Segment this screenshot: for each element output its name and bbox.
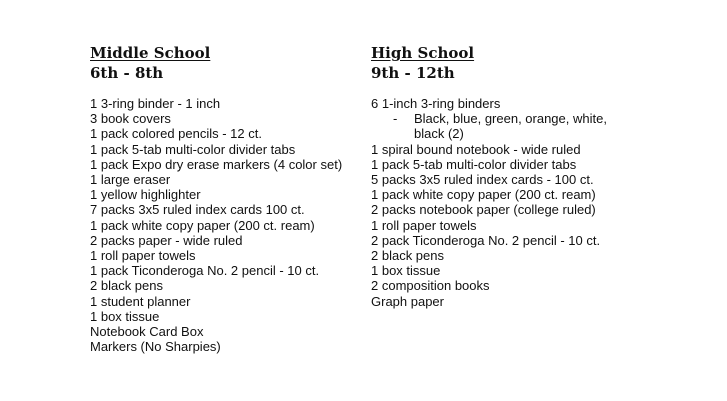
list-item: 2 packs paper - wide ruled [90, 232, 243, 248]
list-item: 1 pack 5-tab multi-color divider tabs [371, 156, 577, 172]
list-item: 2 black pens [371, 248, 444, 264]
list-item: 1 pack white copy paper (200 ct. ream) [90, 217, 315, 233]
list-item: 3 book covers [90, 111, 171, 127]
list-item: 1 yellow highlighter [90, 187, 201, 203]
list-item: 6 1-inch 3-ring binders [371, 96, 501, 111]
sub-item-bullet: - [393, 111, 398, 127]
list-item: 1 pack 5-tab multi-color divider tabs [90, 141, 296, 157]
list-item: 1 box tissue [371, 263, 441, 279]
list-item: Notebook Card Box [90, 324, 204, 340]
list-item: 5 packs 3x5 ruled index cards - 100 ct. [371, 172, 594, 188]
list-item: 2 composition books [371, 278, 490, 294]
list-item: 1 pack colored pencils - 12 ct. [90, 126, 262, 142]
list-item: 1 spiral bound notebook - wide ruled [371, 141, 581, 157]
middle-school-title: Middle School [90, 44, 211, 62]
middle-school-column [90, 43, 360, 354]
list-item: 2 pack Ticonderoga No. 2 pencil - 10 ct. [371, 232, 601, 248]
list-item: Graph paper [371, 293, 444, 309]
middle-school-supply-list [90, 96, 360, 354]
list-item: Markers (No Sharpies) [90, 339, 221, 355]
list-item: 2 black pens [90, 278, 163, 294]
high-school-grades: 9th - 12th [371, 64, 455, 82]
high-school-column [371, 43, 671, 309]
list-item: 1 student planner [90, 293, 191, 309]
binder-colors-sub-item [371, 111, 671, 141]
list-item: 1 pack white copy paper (200 ct. ream) [371, 187, 596, 203]
list-item: 2 packs notebook paper (college ruled) [371, 202, 596, 218]
high-school-supply-list [371, 96, 671, 309]
list-item: 7 packs 3x5 ruled index cards 100 ct. [90, 202, 305, 218]
list-item: 1 roll paper towels [371, 217, 477, 233]
high-school-title: High School [371, 44, 475, 62]
list-item: 1 pack Expo dry erase markers (4 color set) [90, 156, 343, 172]
list-item: 1 large eraser [90, 172, 171, 188]
list-item: 1 box tissue [90, 308, 160, 324]
list-item: 1 3-ring binder - 1 inch [90, 96, 221, 111]
binder-colors-text: Black, blue, green, orange, white, black (2) [414, 111, 607, 142]
list-item: 1 pack Ticonderoga No. 2 pencil - 10 ct. [90, 263, 320, 279]
middle-school-grades: 6th - 8th [90, 64, 164, 82]
list-item: 1 roll paper towels [90, 248, 196, 264]
